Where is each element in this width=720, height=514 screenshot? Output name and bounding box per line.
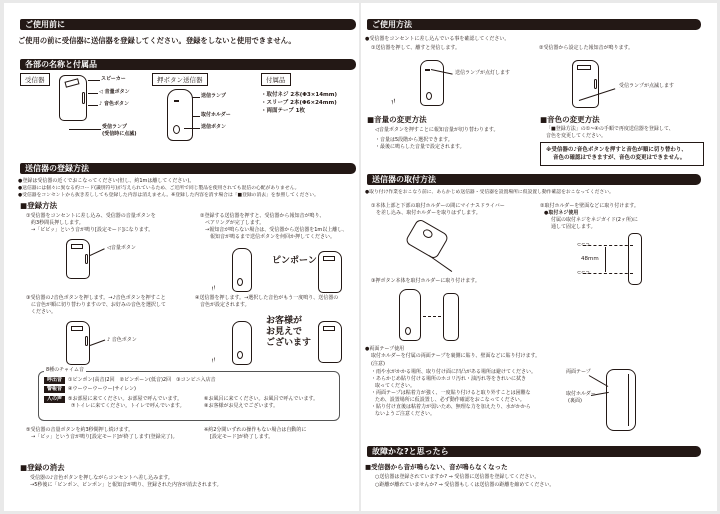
dimension-label: 48mm <box>581 256 599 262</box>
mounting-step-2: 通して固定します。 <box>551 224 596 230</box>
step-3-text: ③受信器の♪音色ボタンを押します。→♪音色ボタンを押すこと <box>26 295 166 301</box>
step-4-text: ④送信器を押します。→選択した音色がもう一度鳴り、送信器の <box>195 295 339 301</box>
accessory-item: ・スリーブ 2本(Φ6×24mm) <box>261 100 337 106</box>
registration-bullet: ●登録は受信器の近くでおこなってください(但し、約1mは離してください)。 <box>18 178 195 184</box>
receiver-illustration <box>318 251 342 293</box>
hand-press-icon: 〃 <box>387 96 401 110</box>
transmitter-illustration <box>399 289 421 341</box>
callout-holder-back: 取付ホルダー <box>566 391 596 397</box>
screw-icon: ⊂⊂⊃ <box>577 270 590 276</box>
right-page <box>361 3 717 511</box>
trouble-line: ○距離が離れていませんか? ⇒ 受信器もしくは送信器の距離を縮めてください。 <box>375 482 555 488</box>
chime-item: ⑧お客様がお見えでございます。 <box>204 403 279 409</box>
step-2-text: ②登録する送信器を押すと、受信器から報知音が鳴り、 <box>200 213 325 219</box>
chime-item: ⑥お風呂に来てください。お風呂で呼んでいます。 <box>204 396 319 402</box>
music-note-icon: ♪ <box>107 337 112 343</box>
chime-row-call: 呼出音 ①ピンポン(高音)2回 ②ピンポーン(低音)2回 ③コンビニ入店音 <box>44 377 216 384</box>
mounting-step-3: ③押ボタン本体を取付ホルダーに取り付けます。 <box>371 278 480 284</box>
left-page <box>4 3 359 511</box>
step-5-text: ⑤受信器の音量ボタンを約3秒間押し続けます。 <box>26 427 134 433</box>
speaker-icon: ◁ <box>375 127 379 133</box>
step-2-text: ペアリングが完了します。 <box>205 220 265 226</box>
mounting-step-1: を差し込み、取付ホルダーを取りはずします。 <box>376 210 481 216</box>
chime-row-voice: 人の声 ⑤お部屋に来てください。お部屋で呼んでいます。 <box>44 396 182 403</box>
volume-text: ◁音量ボタンを押すことに報知音量が切り替わります。 <box>375 127 499 133</box>
callout-tone-button: ♪ 音色ボタン <box>99 101 129 107</box>
section-header-registration: 送信器の登録方法 <box>20 163 356 174</box>
chime-tag: 警報音 <box>44 386 65 393</box>
holder-removal-illustration <box>404 218 449 260</box>
erase-text: →5秒後に「ピンポン、ピンポン」と報知音が鳴り、登録された内容が消去されます。 <box>30 482 222 488</box>
callout-receive-lamp-blink: 受信ランプが点滅します <box>619 83 675 89</box>
usage-bullet: ●受信器をコンセントに差し込んでいる事を確認してください。 <box>365 36 510 42</box>
step-5-text: →「ピッ」という音が鳴り[設定モード]が終了します(登録完了)。 <box>31 434 178 440</box>
step-1-text: 約3秒間長押しします。 <box>31 220 84 226</box>
erase-text: 受信器の♪音色ボタンを押しながらコンセントへ差し込みます。 <box>30 475 173 481</box>
step-4-text: 音色が設定されます。 <box>200 302 250 308</box>
volume-text: ・音量は5段階から選択できます。 <box>375 137 453 143</box>
tone-note-line: ※受信器の♪音色ボタンを押すと音色が順に切り替わり、 <box>546 147 687 153</box>
trouble-title: ■受信器から音が鳴らない、音が鳴らなくなった <box>365 463 508 471</box>
receiver-label: 受信器 <box>20 73 50 86</box>
transmitter-label: 押ボタン送信器 <box>152 73 208 86</box>
accessory-item: ・両面テープ 1枚 <box>261 108 305 114</box>
chime-tag: 呼出音 <box>44 377 65 384</box>
tone-text: 音色を変更してください。 <box>546 133 607 139</box>
hand-press-icon: 〃 <box>208 282 220 295</box>
chime-item: ⑦トイレに来てください。トイレで呼んでいます。 <box>71 403 185 409</box>
step-1-text: →「ピピッ」という音が鳴り[設定モード]になります。 <box>31 227 154 233</box>
step-2-text: 報知音が鳴るまで送信ボタンを何回か押してください。 <box>210 234 336 240</box>
chime-sound-voice-line: お客様が <box>266 316 303 326</box>
receiver-illustration <box>66 321 90 365</box>
volume-text: ・最後に鳴らした音量で設定されます。 <box>375 144 465 150</box>
screwdriver-line <box>429 255 453 272</box>
dimension-arrow <box>605 247 606 272</box>
callout-send-button: 送信ボタン <box>201 124 227 130</box>
erase-title: ■登録の消去 <box>20 463 65 472</box>
callout-send-lamp-on: 送信ランプが点灯します <box>455 70 511 76</box>
step-2-text: →報知音が鳴らない場合は、受信器から送信器を1m以上離し、 <box>205 227 348 233</box>
speaker-icon: ◁ <box>99 89 105 95</box>
holder-tape-illustration <box>606 369 636 431</box>
mounting-step-2: 付属の取付ネジをネジガイド(2ヶ所)に <box>551 217 638 223</box>
caution-title: (注意) <box>371 361 385 367</box>
tape-description: 取付ホルダーを付属の両面テープを裏側に貼り、壁面などに貼り付けます。 <box>371 353 541 359</box>
tape-title: ●両面テープ使用 <box>365 346 405 352</box>
chime-tag: 人の声 <box>44 396 65 403</box>
accessories-label: 付属品 <box>261 73 291 86</box>
receiver-illustration <box>66 239 90 279</box>
step-3-text: ください。 <box>31 309 57 315</box>
caution-line: ・あらかじめ貼り付ける場所のホコリ汚れ・油汚れ等をきれいに拭き <box>371 376 527 382</box>
callout-mount-holder: 取付ホルダー <box>201 112 231 118</box>
mounting-step-1: ①本体上部と下部の取付ホルダーの間にマイナスドライバー <box>371 203 505 209</box>
tone-title: ■音色の変更方法 <box>540 115 600 124</box>
mounting-bullet: ●取り付け作業をおこなう前に、あらかじめ送信器・受信器を設置場所に仮設置し動作確認をおこなってください。 <box>365 190 614 195</box>
section-header-before-use: ご使用前に <box>20 19 356 30</box>
chime-sound-voice-line: ございます <box>266 338 312 348</box>
chime-list-title: 8種のチャイム音 <box>46 367 85 373</box>
section-header-usage: ご使用方法 <box>367 19 701 30</box>
chime-sound-voice-line: お見えで <box>266 327 303 337</box>
transmitter-illustration <box>232 321 252 365</box>
holder-back-illustration <box>628 233 642 285</box>
chime-row-alarm: 警報音 ④ウーウーウーウー(サイレン) <box>44 386 136 393</box>
trouble-line: ○送信器は登録されていますか? ⇒ 受信器に送信器を登録してください。 <box>375 474 540 480</box>
section-header-parts: 各部の名称と付属品 <box>20 59 356 70</box>
caution-line: 取ってください。 <box>375 383 416 389</box>
registration-notice: ご使用の前に受信器に送信器を登録してください。登録をしないと使用できません。 <box>18 36 296 45</box>
callout-receive-lamp-note: (受信時に点滅) <box>102 131 137 137</box>
callout-speaker: スピーカー <box>101 76 126 82</box>
receiver-illustration <box>318 321 342 363</box>
volume-title: ■音量の変更方法 <box>367 115 427 124</box>
auto-exit-note: ※約2分間いずれの操作もない場合は自動的に <box>204 427 307 433</box>
screw-guide-line <box>583 245 633 246</box>
tone-note-box <box>540 142 704 166</box>
step-1-text: ①受信器をコンセントに差し込み、受信器の音量ボタンを <box>26 213 156 219</box>
usage-step-2: ②受信器から設定した報知音が鳴ります。 <box>539 45 634 51</box>
screw-guide-line <box>583 273 633 274</box>
music-note-icon: ♪ <box>99 101 104 107</box>
section-header-trouble: 故障かな?と思ったら <box>367 446 701 457</box>
callout-double-sided-tape: 両面テープ <box>566 369 591 375</box>
registration-bullet: ●受信器をコンセントから抜き差ししても登録した内容は消えません。※登録した内容を消す場合は「■登録の消去」を参照してください。 <box>18 193 319 198</box>
receiver-illustration <box>59 75 87 121</box>
registration-bullet: ●送信器には個々に異なる約コード(識別符号)が与えられているため、ご近所で同じ製品を使用されても混信の心配がありません。 <box>18 186 300 191</box>
holder-illustration <box>443 293 459 341</box>
accessory-item: ・取付ネジ 2本(Φ3×14mm) <box>261 92 337 98</box>
caution-line: ため、設置場所に仮設置し、必ず動作確認をおこなってください。 <box>375 397 525 403</box>
callout-holder-back: (裏面) <box>568 398 582 404</box>
step-3-text: に音色が順に切り替わりますので、お好みの音色を選択して <box>31 302 166 308</box>
hand-press-icon: 〃 <box>208 354 220 367</box>
usage-step-1: ①送信器を押して、離すと発信します。 <box>371 45 460 51</box>
mounting-step-2: ●取付ネジ使用 <box>544 210 579 216</box>
chime-sound-pinpon: ピンポーン <box>272 256 317 266</box>
transmitter-illustration <box>167 89 193 141</box>
caution-line: ・両面テープは粘着力が強く、一度貼り付けると取り外すことは困難な <box>371 390 531 396</box>
transmitter-illustration <box>420 60 444 106</box>
tone-note-line: 音色の確認はできますが、音色の変更はできません。 <box>553 155 686 161</box>
section-header-mounting: 送信器の取付方法 <box>367 174 701 185</box>
auto-exit-note: [設定モード]が終了します。 <box>210 434 274 440</box>
callout-volume-button: ◁ 音量ボタン <box>99 89 130 95</box>
callout-send-lamp: 送信ランプ <box>201 93 227 99</box>
caution-line: ・貼り付け直後は粘着力が弱いため、無理な力を加えたり、水がかから <box>371 404 531 410</box>
mounting-step-2: ②取付ホルダーを壁面などに取り付けます。 <box>540 203 639 209</box>
callout-volume-button: ◁音量ボタン <box>107 245 136 251</box>
screw-icon: ⊂⊂⊃ <box>577 242 590 248</box>
tone-text: 「■登録方法」の①~④の手順で再度送信器を登録して、 <box>546 126 674 132</box>
callout-receive-lamp: 受信ランプ <box>102 124 128 130</box>
transmitter-illustration <box>232 248 252 292</box>
caution-line: ないようご注意ください。 <box>375 411 436 417</box>
speaker-icon: ◁ <box>107 245 111 251</box>
receiver-illustration <box>572 60 599 108</box>
caution-line: ・雨や水がかかる場所、取り付け面に凹凸がある場所は避けてください。 <box>371 369 537 375</box>
attach-arrow <box>423 316 441 317</box>
callout-tone-button: ♪ 音色ボタン <box>107 337 137 343</box>
registration-method-title: ■登録方法 <box>20 201 58 210</box>
